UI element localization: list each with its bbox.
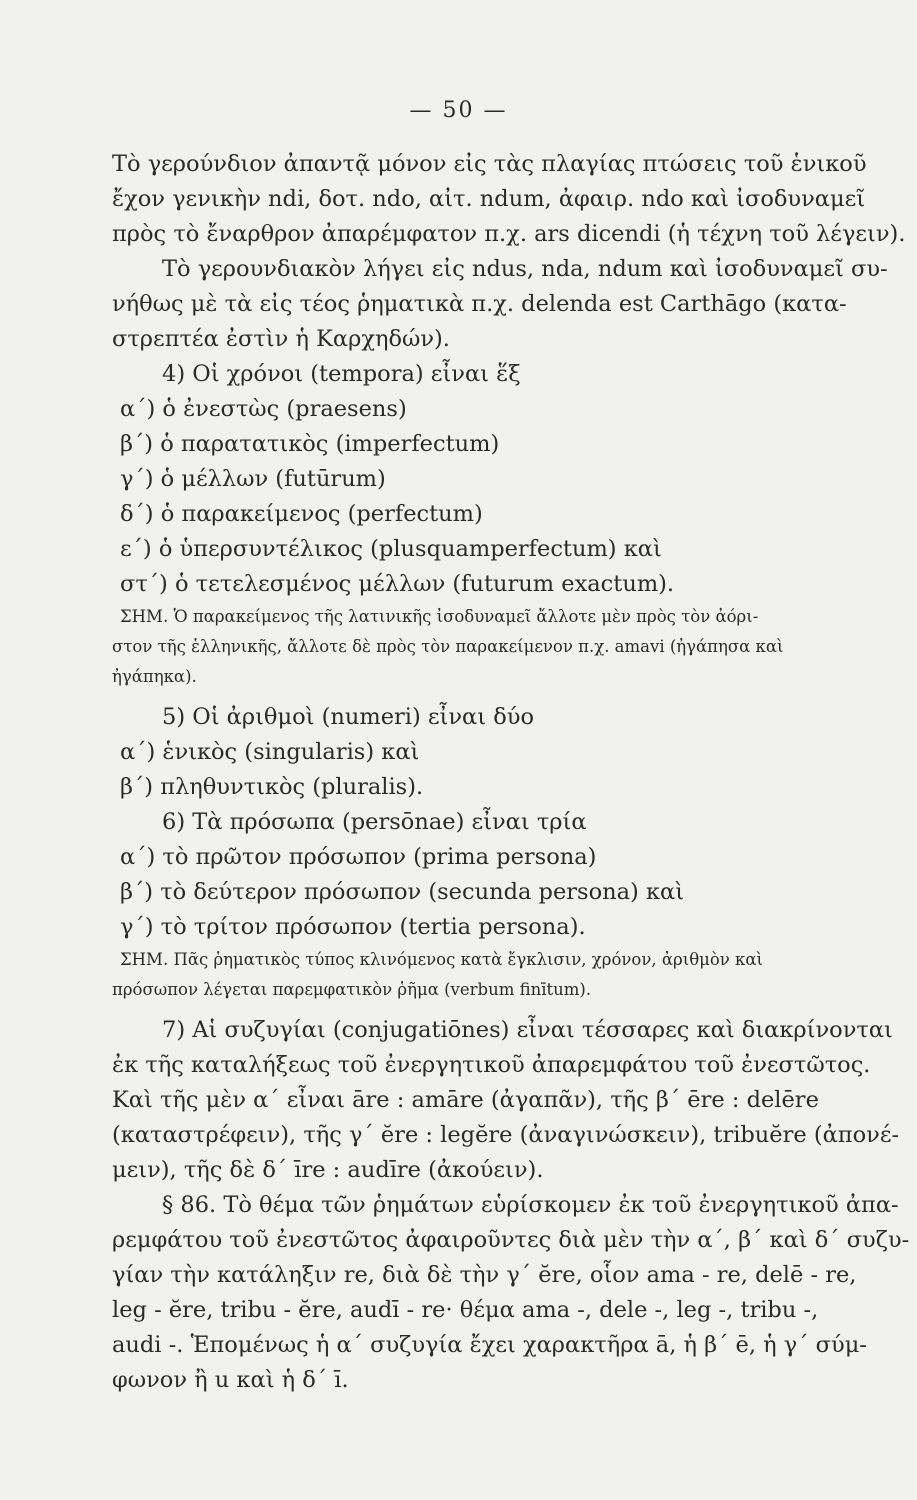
text-line: (καταστρέφειν), τῆς γ΄ ĕre : legĕre (ἀναγινώσκειν), tribuĕre (ἀπονέ- — [112, 1122, 900, 1148]
text-line: πρὸς τὸ ἔναρθρον ἀπαρέμφατον π.χ. ars dicendi (ἡ τέχνη τοῦ λέγειν). — [112, 221, 906, 247]
text-line: ἐκ τῆς καταλήξεως τοῦ ἐνεργητικοῦ ἀπαρεμφάτου τοῦ ἐνεστῶτος. — [112, 1052, 871, 1078]
text-line: Τὸ γερουνδιακὸν λήγει εἰς ndus, nda, ndum καὶ ἰσοδυναμεῖ συ- — [162, 256, 888, 282]
body-text — [112, 147, 910, 1398]
section-heading-personae: 6) Τὰ πρόσωπα (persōnae) εἶναι τρία — [162, 809, 587, 835]
list-item: β΄) ὁ παρατατικὸς (imperfectum) — [120, 431, 500, 457]
list-item: α΄) τὸ πρῶτον πρόσωπον (prima persona) — [120, 844, 597, 870]
note-line: ἠγάπηκα). — [112, 667, 197, 686]
note-line: ΣΗΜ. Πᾶς ῥηματικὸς τύπος κλινόμενος κατὰ ἔγκλισιν, χρόνον, ἀριθμὸν καὶ — [120, 950, 763, 969]
list-item: γ΄) τὸ τρίτον πρόσωπον (tertia persona). — [120, 914, 586, 940]
text-line: στρεπτέα ἐστὶν ἡ Καρχηδών). — [112, 326, 450, 352]
note-line: πρόσωπον λέγεται παρεμφατικὸν ῥῆμα (verbum finītum). — [112, 980, 592, 999]
list-item: α΄) ὁ ἐνεστὼς (praesens) — [120, 396, 407, 422]
list-item: β΄) πληθυντικὸς (pluralis). — [120, 774, 424, 800]
text-line: φωνον ἢ u καὶ ἡ δ΄ ī. — [112, 1367, 349, 1393]
note-line: ΣΗΜ. Ὁ παρακείμενος τῆς λατινικῆς ἰσοδυναμεῖ ἄλλοτε μὲν πρὸς τὸν ἀόρι- — [120, 607, 759, 626]
section-heading-numeri: 5) Οἱ ἀριθμοὶ (numeri) εἶναι δύο — [162, 704, 534, 730]
text-line: νήθως μὲ τὰ εἰς τέος ῥηματικὰ π.χ. delenda est Carthāgo (κατα- — [112, 291, 847, 317]
section-heading-tempora: 4) Οἱ χρόνοι (tempora) εἶναι ἕξ — [162, 361, 521, 387]
text-line: ρεμφάτου τοῦ ἐνεστῶτος ἀφαιροῦντες διὰ μὲν τὴν α΄, β΄ καὶ δ΄ συζυ- — [112, 1227, 910, 1253]
list-item: ε΄) ὁ ὑπερσυντέλικος (plusquamperfectum) καὶ — [120, 536, 662, 562]
page-number: — 50 — — [409, 98, 508, 123]
text-line: audi -. Ἑπομένως ἡ α΄ συζυγία ἔχει χαρακτῆρα ā, ἡ β΄ ē, ἡ γ΄ σύμ- — [112, 1332, 867, 1358]
text-line: Τὸ γερούνδιον ἀπαντᾷ μόνον εἰς τὰς πλαγίας πτώσεις τοῦ ἑνικοῦ — [112, 151, 867, 177]
section-heading-conjugationes: 7) Αἱ συζυγίαι (conjugatiōnes) εἶναι τέσσαρες καὶ διακρίνονται — [162, 1017, 893, 1043]
list-item: α΄) ἑνικὸς (singularis) καὶ — [120, 739, 420, 765]
text-line: ἔχον γενικὴν ndi, δοτ. ndo, αἰτ. ndum, ἀφαιρ. ndo καὶ ἰσοδυναμεῖ — [112, 186, 866, 212]
list-item: β΄) τὸ δεύτερον πρόσωπον (secunda persona) καὶ — [120, 879, 685, 905]
list-item: δ΄) ὁ παρακείμενος (perfectum) — [120, 501, 483, 527]
list-item: στ΄) ὁ τετελεσμένος μέλλων (futurum exactum). — [120, 571, 675, 597]
text-line: Καὶ τῆς μὲν α΄ εἶναι āre : amāre (ἀγαπᾶν), τῆς β΄ ēre : delēre — [112, 1087, 819, 1113]
text-line: leg - ĕre, tribu - ĕre, audī - re· θέμα ama -, dele -, leg -, tribu -, — [112, 1297, 819, 1323]
text-line: γίαν τὴν κατάληξιν re, διὰ δὲ τὴν γ΄ ĕre, οἷον ama - re, delē - re, — [112, 1262, 857, 1288]
note-line: στον τῆς ἑλληνικῆς, ἄλλοτε δὲ πρὸς τὸν παρακείμενον π.χ. amavi (ἠγάπησα καὶ — [112, 637, 784, 656]
text-line: μειν), τῆς δὲ δ΄ īre : audīre (ἀκούειν). — [112, 1157, 544, 1183]
list-item: γ΄) ὁ μέλλων (futūrum) — [120, 466, 386, 492]
section-heading-86: § 86. Τὸ θέμα τῶν ῥημάτων εὑρίσκομεν ἐκ τοῦ ἐνεργητικοῦ ἀπα- — [162, 1192, 899, 1218]
